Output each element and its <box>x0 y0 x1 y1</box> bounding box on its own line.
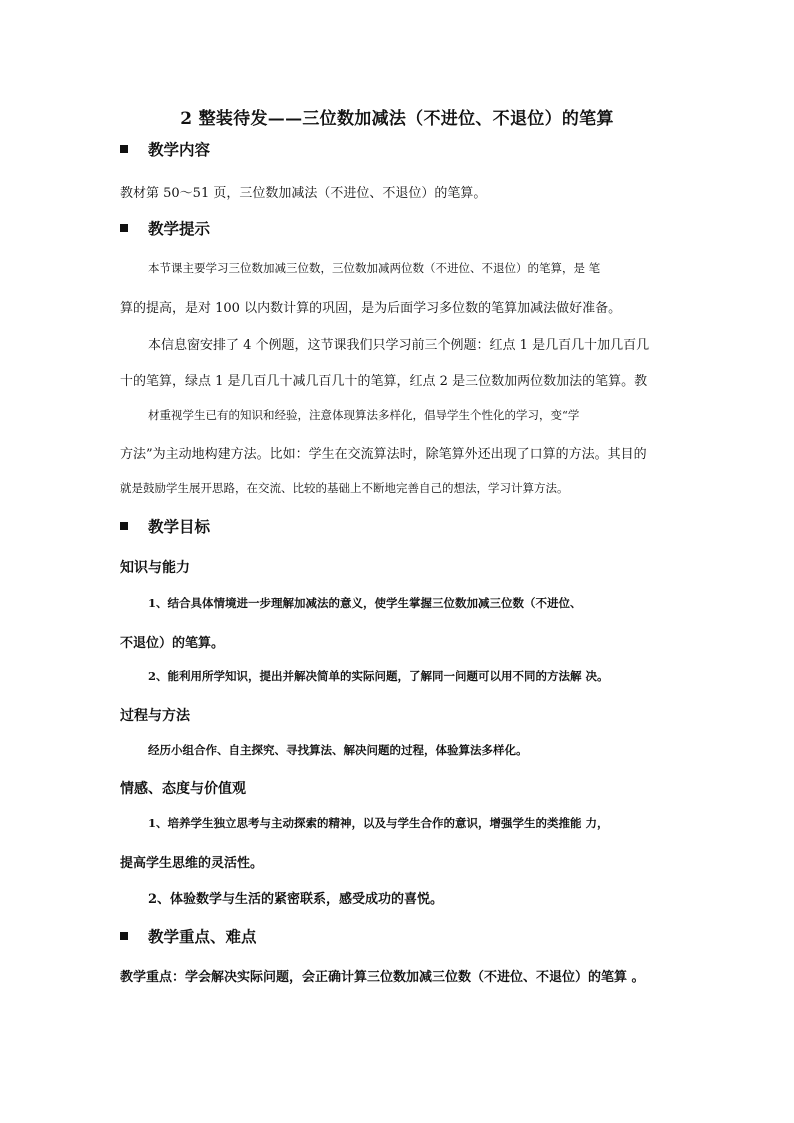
goal-line: 不退位）的笔算。 <box>120 636 225 651</box>
goal-line: 2、能利用所学知识，提出并解决简单的实际问题，了解同一问题可以用不同的方法解 决。 <box>148 669 609 683</box>
heading-text: 教学内容 <box>148 140 211 159</box>
goal-line: 2、体验数学与生活的紧密联系，感受成功的喜悦。 <box>148 892 444 907</box>
hints-line: 方法”为主动地构建方法。比如：学生在交流算法时，除笔算外还出现了口算的方法。其目的 <box>120 447 647 462</box>
heading-text: 教学目标 <box>148 517 211 536</box>
square-bullet-icon <box>120 522 128 530</box>
heading-text: 教学提示 <box>148 219 211 238</box>
hints-line: 就是鼓励学生展开思路，在交流、比较的基础上不断地完善自己的想法，学习计算方法。 <box>120 481 569 495</box>
heading-text: 教学重点、难点 <box>148 927 257 946</box>
subheading-emotion: 情感、态度与价值观 <box>120 781 246 797</box>
hints-line: 十的笔算，绿点 1 是几百几十减几百几十的笔算，红点 2 是三位数加两位数加法的笔算。教 <box>120 374 648 389</box>
hints-line: 本信息窗安排了 4 个例题，这节课我们只学习前三个例题：红点 1 是几百几十加几百几 <box>148 338 650 353</box>
goal-line: 经历小组合作、自主探究、寻找算法、解决问题的过程，体验算法多样化。 <box>148 743 528 757</box>
goal-line: 提高学生思维的灵活性。 <box>120 856 264 871</box>
document-title: 2 整装待发——三位数加减法（不进位、不退位）的笔算 <box>180 109 614 129</box>
hints-line: 材重视学生已有的知识和经验，注意体现算法多样化，倡导学生个性化的学习，变“学 <box>148 408 580 422</box>
section-heading-content <box>120 138 210 160</box>
content-text: 教材第 50～51 页，三位数加减法（不进位、不退位）的笔算。 <box>120 186 487 201</box>
square-bullet-icon <box>120 932 128 940</box>
section-heading-goals <box>120 515 210 537</box>
section-heading-key <box>120 925 257 947</box>
hints-line: 算的提高，是对 100 以内数计算的巩固，是为后面学习多位数的笔算加减法做好准备。 <box>120 301 622 316</box>
goal-line: 1、培养学生独立思考与主动探索的精神，以及与学生合作的意识，增强学生的类推能 力， <box>148 816 609 830</box>
hints-line: 本节课主要学习三位数加减三位数，三位数加减两位数（不进位、不退位）的笔算，是 笔 <box>148 261 601 275</box>
section-heading-hints <box>120 217 210 239</box>
subheading-knowledge: 知识与能力 <box>120 560 190 576</box>
goal-line: 1、结合具体情境进一步理解加减法的意义，使学生掌握三位数加减三位数（不进位、 <box>148 596 582 610</box>
key-points-text: 教学重点：学会解决实际问题，会正确计算三位数加减三位数（不进位、不退位）的笔算 。 <box>120 970 645 985</box>
square-bullet-icon <box>120 224 128 232</box>
subheading-process: 过程与方法 <box>120 708 190 724</box>
square-bullet-icon <box>120 145 128 153</box>
